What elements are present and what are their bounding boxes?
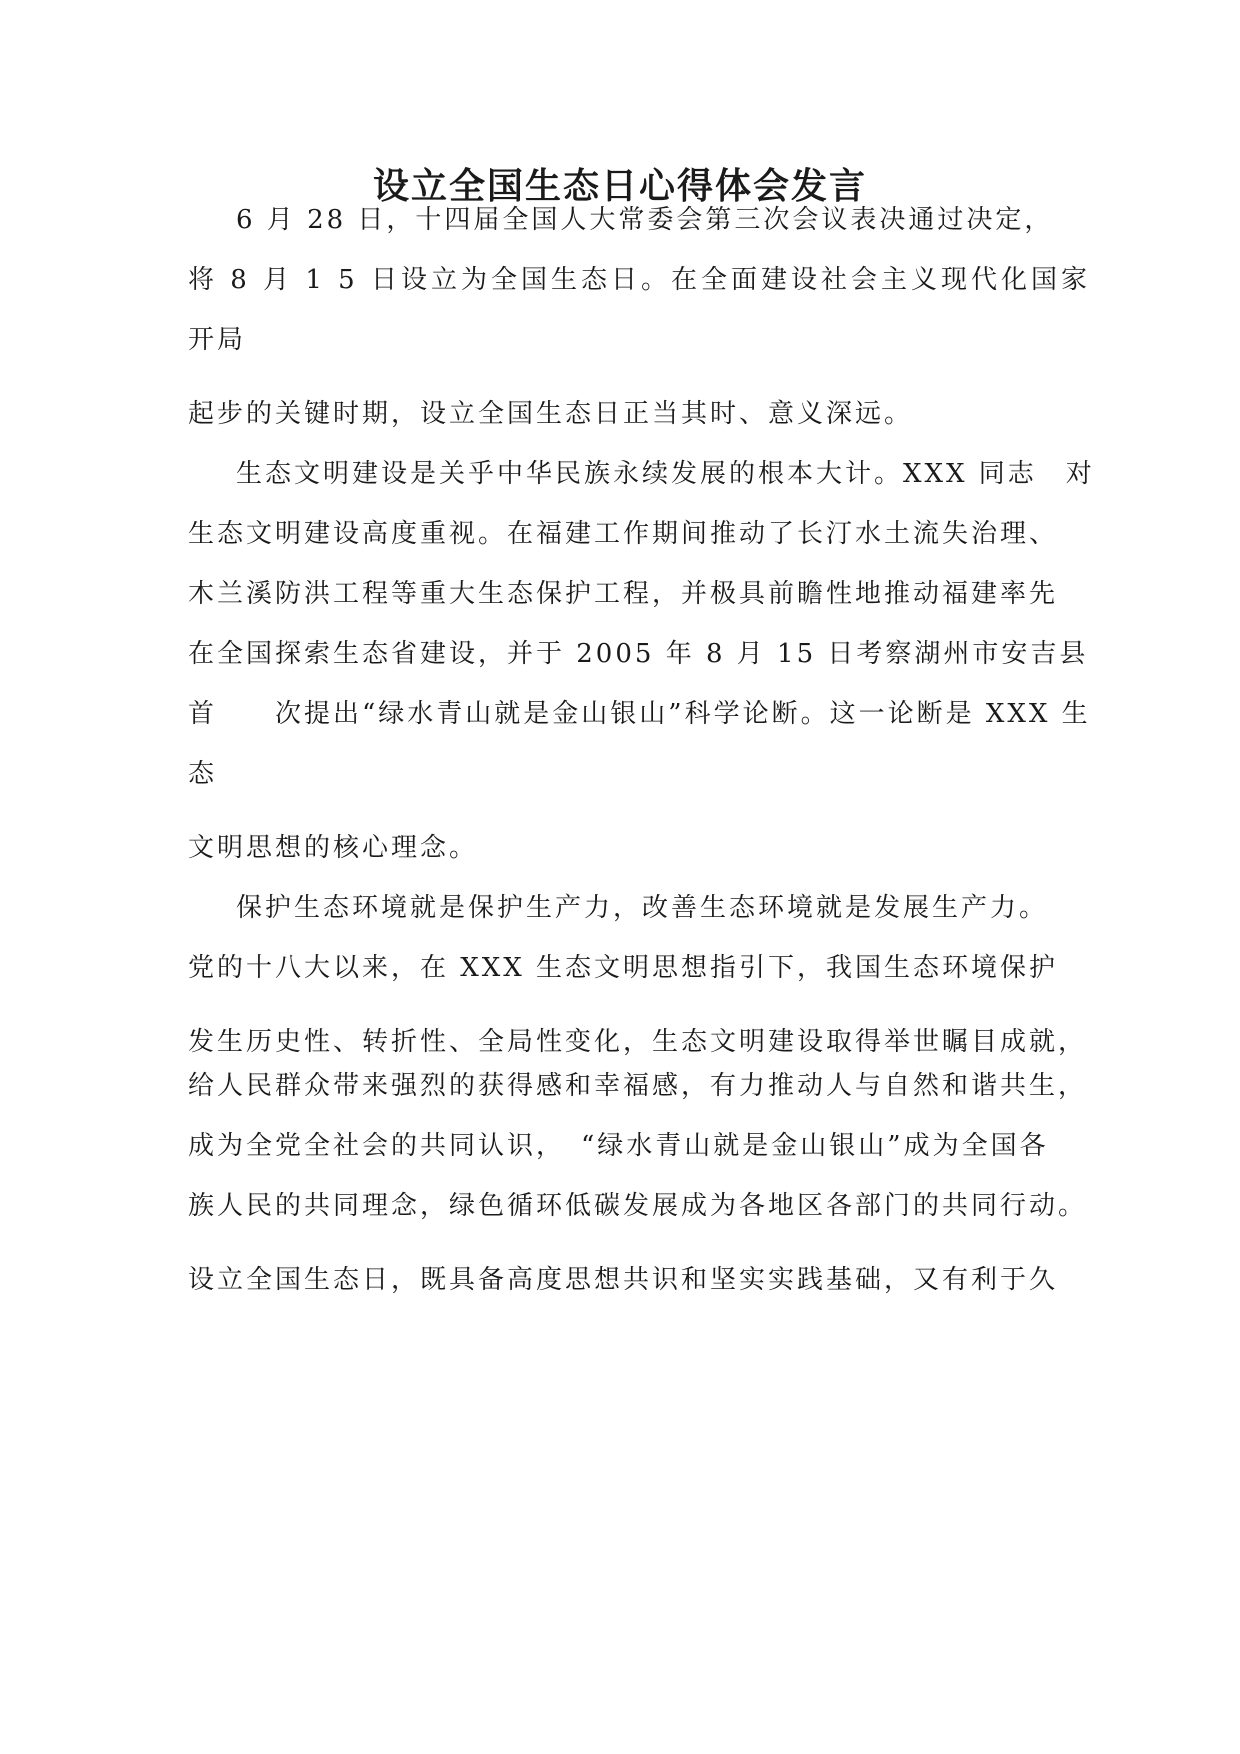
body-line: 在全国探索生态省建设，并于 2005 年 8 月 15 日考察湖州市安吉县	[188, 639, 1089, 669]
body-line: 族人民的共同理念，绿色循环低碳发展成为各地区各部门的共同行动。	[188, 1191, 1088, 1221]
body-line: 木兰溪防洪工程等重大生态保护工程，并极具前瞻性地推动福建率先	[188, 579, 1059, 609]
body-line: 党的十八大以来，在 XXX 生态文明思想指引下，我国生态环境保护	[188, 953, 1059, 983]
body-line: 开局	[188, 325, 247, 355]
body-line: 6 月 28 日，十四届全国人大常委会第三次会议表决通过决定，	[236, 205, 1054, 235]
body-line: 发生历史性、转折性、全局性变化，生态文明建设取得举世瞩目成就，	[188, 1027, 1088, 1057]
body-line: 生态文明建设高度重视。在福建工作期间推动了长汀水土流失治理、	[188, 519, 1059, 549]
body-line: 态	[188, 759, 218, 789]
body-line: 文明思想的核心理念。	[188, 833, 479, 863]
body-line: 首 次提出“绿水青山就是金山银山”科学论断。这一论断是 XXX 生	[188, 699, 1091, 729]
body-line: 将 8 月 1 5 日设立为全国生态日。在全面建设社会主义现代化国家	[188, 265, 1091, 295]
body-line: 给人民群众带来强烈的获得感和幸福感，有力推动人与自然和谐共生，	[188, 1071, 1088, 1101]
body-line: 设立全国生态日，既具备高度思想共识和坚实实践基础，又有利于久	[188, 1265, 1059, 1295]
body-line: 保护生态环境就是保护生产力，改善生态环境就是发展生产力。	[236, 893, 1049, 923]
document-title: 设立全国生态日心得体会发言	[372, 166, 867, 207]
body-line: 起步的关键时期，设立全国生态日正当其时、意义深远。	[188, 399, 914, 429]
body-line: 生态文明建设是关乎中华民族永续发展的根本大计。XXX 同志 对	[236, 459, 1095, 489]
body-line: 成为全党全社会的共同认识， “绿水青山就是金山银山”成为全国各	[188, 1131, 1049, 1161]
